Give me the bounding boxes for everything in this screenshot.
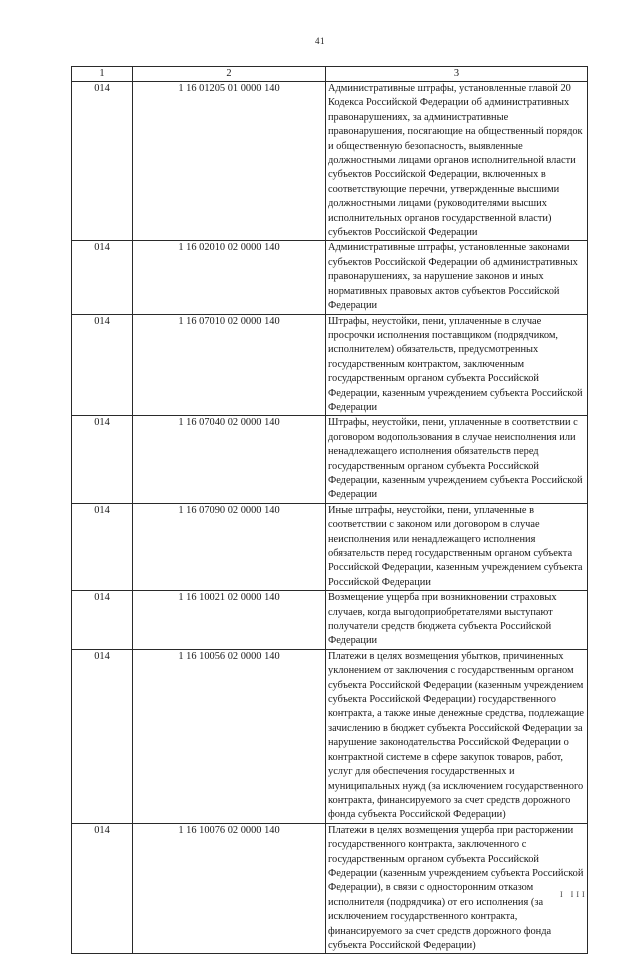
row-admin-code: 014	[72, 82, 133, 241]
table-row	[72, 823, 588, 954]
row-revenue-code: 1 16 10056 02 0000 140	[133, 649, 326, 823]
row-revenue-code: 1 16 10076 02 0000 140	[133, 823, 326, 954]
row-admin-code: 014	[72, 649, 133, 823]
row-admin-code: 014	[72, 823, 133, 954]
row-description: Платежи в целях возмещения убытков, причиненных уклонением от заключения с государственным органом субъекта Российской Федерации (казенным учреждением субъекта Российской Федерации) государственного контракта, а также иные денежные средства, подлежащие зачислению в бюджет субъекта Российской Федерации за нарушение законодательства Российской Федерации о контрактной системе в сфере закупок товаров, работ, услуг для обеспечения государственных и муниципальных нужд (за исключением государственного контракта, финансируемого за счет средств дорожного фонда субъекта Российской Федерации)	[326, 649, 588, 823]
row-description: Возмещение ущерба при возникновении страховых случаев, когда выгодоприобретателями выступают получатели средств бюджета субъекта Российской Федерации	[326, 591, 588, 650]
scan-marks: I III	[560, 890, 588, 899]
row-revenue-code: 1 16 07010 02 0000 140	[133, 314, 326, 416]
row-revenue-code: 1 16 10021 02 0000 140	[133, 591, 326, 650]
row-description: Штрафы, неустойки, пени, уплаченные в случае просрочки исполнения поставщиком (подрядчиком, исполнителем) обязательств, предусмотренных государственным контрактом, заключенным государственным органом субъекта Российской Федерации, казенным учреждением субъекта Российской Федерации	[326, 314, 588, 416]
header-col-1: 1	[72, 67, 133, 82]
row-admin-code: 014	[72, 416, 133, 503]
row-description: Административные штрафы, установленные главой 20 Кодекса Российской Федерации об административных правонарушениях, за административные правонарушения, посягающие на общественный порядок и общественную безопасность, выявленные должностными лицами органов исполнительной власти субъектов Российской Федерации, включенных в соответствующие перечни, утвержденные высшими должностными лицами (руководителями высших исполнительных органов государственной власти) субъектов Российской Федерации	[326, 82, 588, 241]
row-admin-code: 014	[72, 591, 133, 650]
row-admin-code: 014	[72, 503, 133, 590]
budget-code-table	[71, 66, 588, 954]
row-revenue-code: 1 16 01205 01 0000 140	[133, 82, 326, 241]
table-row	[72, 503, 588, 590]
table-row	[72, 416, 588, 503]
row-admin-code: 014	[72, 241, 133, 314]
row-admin-code: 014	[72, 314, 133, 416]
row-revenue-code: 1 16 02010 02 0000 140	[133, 241, 326, 314]
table-row	[72, 314, 588, 416]
row-description: Штрафы, неустойки, пени, уплаченные в соответствии с договором водопользования в случае неисполнения или ненадлежащего исполнения обязательств перед государственным органом субъекта Российской Федерации, казенным учреждением субъекта Российской Федерации	[326, 416, 588, 503]
row-description: Платежи в целях возмещения ущерба при расторжении государственного контракта, заключенного с государственным органом субъекта Российской Федерации (казенным учреждением субъекта Российской Федерации), в связи с односторонним отказом исполнителя (подрядчика) от его исполнения (за исключением государственного контракта, финансируемого за счет средств дорожного фонда субъекта Российской Федерации)	[326, 823, 588, 954]
row-revenue-code: 1 16 07090 02 0000 140	[133, 503, 326, 590]
page-number: 41	[315, 36, 325, 46]
header-col-2: 2	[133, 67, 326, 82]
row-revenue-code: 1 16 07040 02 0000 140	[133, 416, 326, 503]
row-description: Иные штрафы, неустойки, пени, уплаченные в соответствии с законом или договором в случае неисполнения или ненадлежащего исполнения обязательств перед государственным органом субъекта Российской Федерации, казенным учреждением субъекта Российской Федерации	[326, 503, 588, 590]
table-row	[72, 82, 588, 241]
table-header-row	[72, 67, 588, 82]
table-row	[72, 241, 588, 314]
row-description: Административные штрафы, установленные законами субъектов Российской Федерации об административных правонарушениях, за нарушение законов и иных нормативных правовых актов субъектов Российской Федерации	[326, 241, 588, 314]
table-row	[72, 649, 588, 823]
header-col-3: 3	[326, 67, 588, 82]
table-row	[72, 591, 588, 650]
